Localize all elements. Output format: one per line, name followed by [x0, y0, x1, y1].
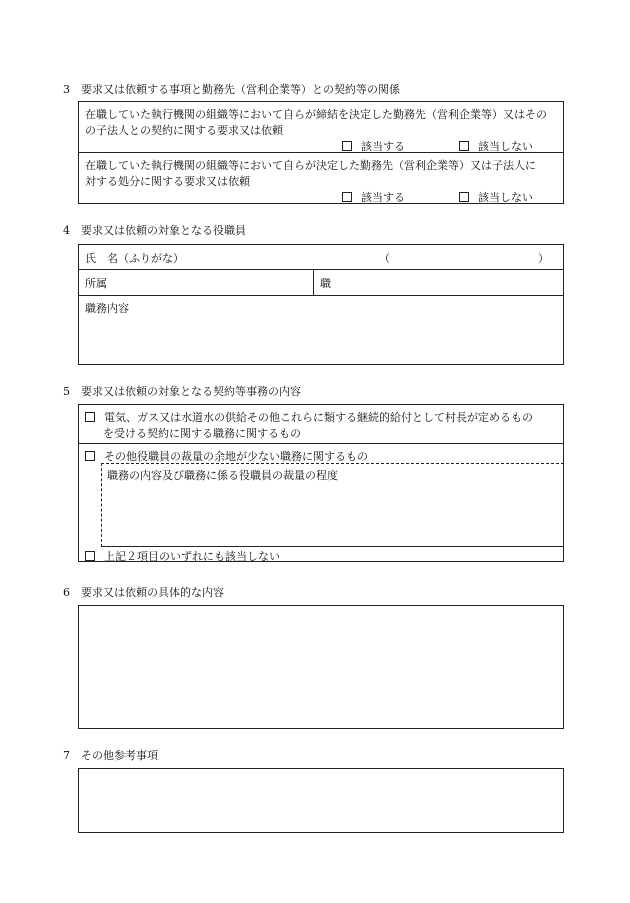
duty-label: 職務内容: [85, 302, 129, 315]
section-5-table: [78, 404, 564, 562]
checkbox-square-icon: [85, 451, 95, 461]
s3-row2-yes-label: 該当する: [361, 191, 405, 204]
s3-row1-no-label: 該当しない: [478, 140, 533, 153]
s5-option3-label: 上記２項目のいずれにも該当しない: [104, 550, 280, 563]
s3-row2-line2: 対する処分に関する要求又は依頼: [85, 175, 250, 188]
affiliation-label: 所属: [85, 277, 107, 290]
checkbox-square-icon: [85, 412, 95, 422]
s5-option1-checkbox[interactable]: [85, 409, 533, 425]
section-3-heading: 3 要求又は依頼する事項と勤務先（営利企業等）との契約等の関係: [63, 83, 400, 96]
section-4-heading: 4 要求又は依頼の対象となる役職員: [63, 224, 246, 237]
checkbox-square-icon: [342, 192, 352, 202]
name-paren-close: ）: [538, 252, 549, 265]
s4-divider-2: [79, 295, 563, 296]
name-label: 氏 名（ふりがな）: [85, 252, 184, 265]
section-7-heading: 7 その他参考事項: [63, 749, 158, 762]
checkbox-square-icon: [459, 141, 469, 151]
s3-row1-yes-label: 該当する: [361, 140, 405, 153]
section-6-heading: 6 要求又は依頼の具体的な内容: [63, 586, 224, 599]
s3-row2-no-checkbox[interactable]: [459, 189, 533, 205]
s5-option3-checkbox[interactable]: [85, 548, 280, 564]
checkbox-square-icon: [85, 551, 95, 561]
s5-option2-sub-label: 職務の内容及び職務に係る役職員の裁量の程度: [107, 469, 338, 482]
section-7-input-box[interactable]: [78, 768, 564, 833]
s3-row-divider: [79, 152, 563, 153]
s4-vertical-divider: [313, 269, 314, 295]
s5-option2-checkbox[interactable]: [85, 448, 368, 464]
s3-row2-no-label: 該当しない: [478, 191, 533, 204]
name-paren-open: （: [379, 252, 390, 265]
s3-row2-yes-checkbox[interactable]: [342, 189, 405, 205]
s3-row1-line1: 在職していた執行機関の組織等において自らが締結を決定した勤務先（営利企業等）又はその: [85, 108, 547, 121]
s5-option1-line1: 電気、ガス又は水道水の供給その他これらに類する継続的給付として村長が定めるもの: [104, 411, 533, 424]
post-label: 職: [320, 277, 331, 290]
s5-divider-1: [79, 443, 563, 444]
section-4-table: [78, 244, 564, 365]
s3-row1-line2: の子法人との契約に関する要求又は依頼: [85, 124, 283, 137]
s4-divider-1: [79, 269, 563, 270]
s3-row2-line1: 在職していた執行機関の組織等において自らが決定した勤務先（営利企業等）又は子法人に: [85, 159, 536, 172]
s5-option1-line2: を受ける契約に関する職務に関するもの: [103, 427, 301, 440]
s5-option2-label: その他役職員の裁量の余地が少ない職務に関するもの: [104, 450, 368, 463]
section-6-input-box[interactable]: [78, 605, 564, 729]
checkbox-square-icon: [459, 192, 469, 202]
checkbox-square-icon: [342, 141, 352, 151]
section-5-heading: 5 要求又は依頼の対象となる契約等事務の内容: [63, 385, 301, 398]
section-3-table: [78, 101, 564, 204]
